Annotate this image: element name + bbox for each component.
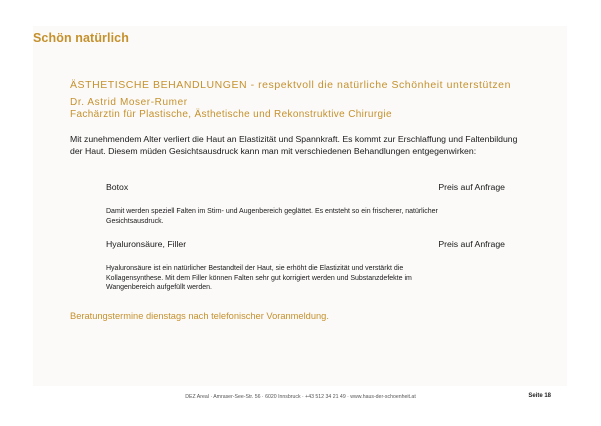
treatment-name-botox: Botox <box>106 182 129 192</box>
treatment-name-hyaluron: Hyaluronsäure, Filler <box>106 239 187 249</box>
section-heading: ÄSTHETISCHE BEHANDLUNGEN - respektvoll die natürliche Schönheit unterstützen <box>70 79 511 91</box>
doctor-name: Dr. Astrid Moser-Rumer <box>70 97 188 108</box>
intro-paragraph: Mit zunehmendem Alter verliert die Haut an Elastizität und Spannkraft. Es kommt zur Erschlaffung und Faltenbildung der Haut. Diesem müden Gesichtsausdruck kann man mit verschiedenen Behandlungen entgegenwirken: <box>70 134 518 156</box>
treatment-description-hyaluron: Hyaluronsäure ist ein natürlicher Bestandteil der Haut, sie erhöht die Elastizität und verstärkt die Kollagensynthese. Mit dem Filler können Falten sehr gut korrigiert werden und Substanzdefekte im Wangenbereich aufgefüllt werden. <box>106 265 412 291</box>
page-number: Seite 18 <box>528 393 551 399</box>
treatment-description-botox: Damit werden speziell Falten im Stirn- und Augenbereich geglättet. Es entsteht so ein frischerer, natürlicher Gesichtsausdruck. <box>106 208 438 225</box>
footer-address: DEZ Areal · Amraser-See-Str. 56 · 6020 Innsbruck · +43 512 34 21 49 · www.haus-der-schoenheit.at <box>185 394 416 400</box>
treatment-price-botox: Preis auf Anfrage <box>438 182 505 192</box>
consultation-note: Beratungstermine dienstags nach telefonischer Voranmeldung. <box>70 311 329 321</box>
doctor-specialty: Fachärztin für Plastische, Ästhetische und Rekonstruktive Chirurgie <box>70 109 392 120</box>
treatment-price-hyaluron: Preis auf Anfrage <box>438 239 505 249</box>
brand-title: Schön natürlich <box>33 31 129 45</box>
